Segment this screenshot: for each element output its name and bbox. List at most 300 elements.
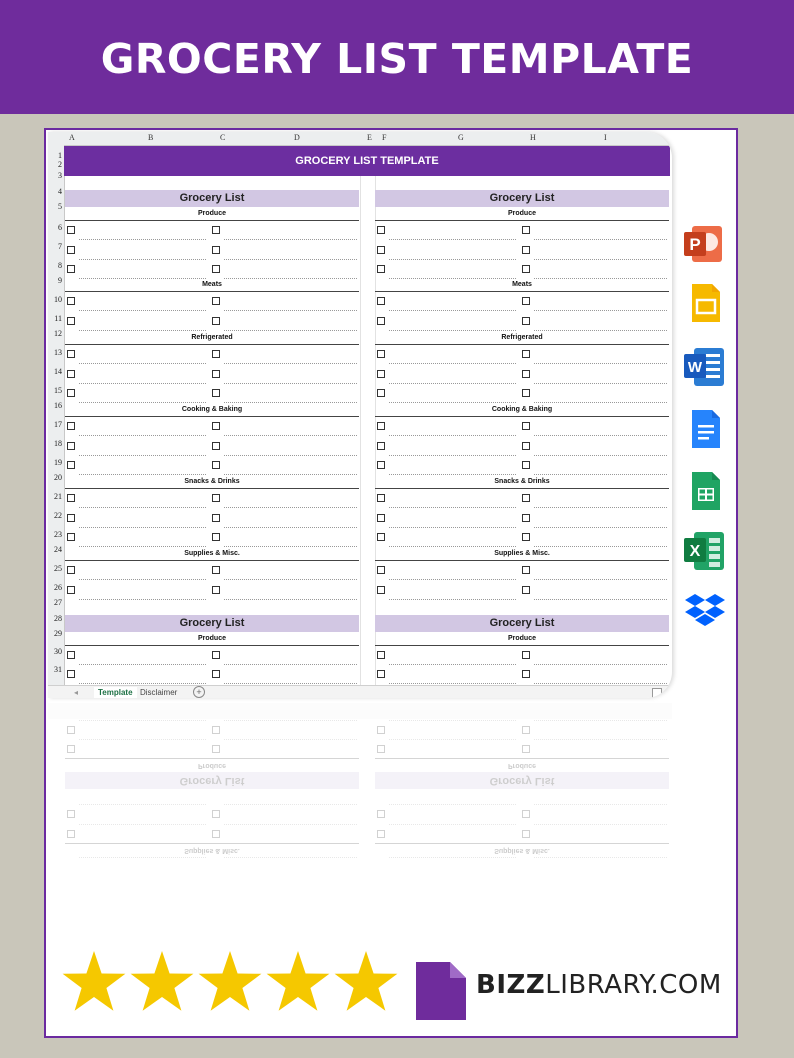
column-header[interactable]: C bbox=[220, 133, 226, 142]
item-line bbox=[534, 455, 667, 456]
sheet-reflection bbox=[48, 702, 672, 862]
item-line bbox=[224, 310, 357, 311]
checkbox[interactable] bbox=[377, 317, 385, 325]
list-item bbox=[375, 261, 669, 279]
category-label: Supplies & Misc. bbox=[375, 843, 669, 856]
row-number[interactable]: 17 bbox=[54, 420, 62, 429]
item-line bbox=[389, 259, 516, 260]
item-line bbox=[79, 546, 206, 547]
row-number[interactable]: 5 bbox=[58, 202, 62, 211]
item-line bbox=[389, 330, 516, 331]
item-line bbox=[389, 824, 516, 825]
row-number[interactable]: 13 bbox=[54, 348, 62, 357]
column-header[interactable]: A bbox=[69, 133, 75, 142]
item-line bbox=[534, 330, 667, 331]
checkbox[interactable] bbox=[67, 533, 75, 541]
checkbox[interactable] bbox=[522, 226, 530, 234]
category-label: Supplies & Misc. bbox=[375, 548, 669, 561]
grocery-list-header: Grocery List bbox=[375, 190, 669, 207]
item-line bbox=[79, 824, 206, 825]
item-line bbox=[534, 383, 667, 384]
item-line bbox=[79, 507, 206, 508]
list-item bbox=[375, 438, 669, 456]
checkbox[interactable] bbox=[212, 370, 220, 378]
checkbox[interactable] bbox=[522, 514, 530, 522]
google-sheets-icon[interactable] bbox=[682, 468, 728, 514]
scroll-left-icon[interactable]: ◂ bbox=[74, 688, 79, 697]
row-number[interactable]: 22 bbox=[54, 511, 62, 520]
top-banner bbox=[0, 0, 794, 114]
page-title: GROCERY LIST TEMPLATE bbox=[100, 35, 694, 83]
item-line bbox=[534, 599, 667, 600]
checkbox[interactable] bbox=[522, 246, 530, 254]
row-number[interactable]: 26 bbox=[54, 583, 62, 592]
checkbox[interactable] bbox=[377, 566, 385, 574]
checkbox[interactable] bbox=[67, 514, 75, 522]
checkbox[interactable] bbox=[377, 265, 385, 273]
google-docs-icon[interactable] bbox=[682, 406, 728, 452]
checkbox[interactable] bbox=[67, 461, 75, 469]
row-number[interactable]: 10 bbox=[54, 295, 62, 304]
list-item bbox=[375, 457, 669, 475]
checkbox[interactable] bbox=[377, 350, 385, 358]
checkbox[interactable] bbox=[67, 442, 75, 450]
item-line bbox=[389, 474, 516, 475]
checkbox[interactable] bbox=[212, 317, 220, 325]
checkbox[interactable] bbox=[522, 350, 530, 358]
item-line bbox=[224, 805, 357, 806]
checkbox[interactable] bbox=[522, 461, 530, 469]
powerpoint-icon[interactable] bbox=[682, 222, 728, 268]
item-line bbox=[389, 579, 516, 580]
list-item bbox=[65, 261, 359, 279]
row-number[interactable]: 11 bbox=[54, 314, 62, 323]
row-number[interactable]: 14 bbox=[54, 367, 62, 376]
list-item bbox=[375, 666, 669, 684]
item-line bbox=[224, 720, 357, 721]
category-label: Meats bbox=[65, 279, 359, 292]
list-item bbox=[65, 805, 359, 823]
row-number[interactable]: 15 bbox=[54, 386, 62, 395]
dropbox-icon[interactable] bbox=[682, 588, 728, 634]
item-line bbox=[224, 259, 357, 260]
list-item bbox=[65, 582, 359, 600]
item-line bbox=[534, 546, 667, 547]
item-line bbox=[79, 330, 206, 331]
category-label: Cooking & Baking bbox=[375, 404, 669, 417]
checkbox[interactable] bbox=[67, 566, 75, 574]
list-item bbox=[375, 720, 669, 738]
checkbox[interactable] bbox=[67, 389, 75, 397]
star-icon bbox=[267, 951, 330, 1011]
item-line bbox=[79, 310, 206, 311]
item-line bbox=[224, 857, 357, 858]
category-label: Refrigerated bbox=[65, 332, 359, 345]
item-line bbox=[389, 402, 516, 403]
checkbox[interactable] bbox=[522, 566, 530, 574]
checkbox[interactable] bbox=[377, 461, 385, 469]
item-line bbox=[389, 683, 516, 684]
checkbox[interactable] bbox=[522, 586, 530, 594]
item-line bbox=[389, 507, 516, 508]
row-number[interactable]: 20 bbox=[54, 473, 62, 482]
row-number[interactable]: 19 bbox=[54, 458, 62, 467]
checkbox[interactable] bbox=[67, 265, 75, 273]
checkbox[interactable] bbox=[212, 389, 220, 397]
item-line bbox=[534, 402, 667, 403]
checkbox[interactable] bbox=[212, 670, 220, 678]
item-line bbox=[389, 383, 516, 384]
row-number[interactable]: 16 bbox=[54, 401, 62, 410]
checkbox[interactable] bbox=[67, 745, 75, 753]
checkbox[interactable] bbox=[67, 726, 75, 734]
gap-column bbox=[360, 176, 376, 698]
item-line bbox=[389, 720, 516, 721]
checkbox[interactable] bbox=[522, 670, 530, 678]
row-number[interactable]: 2 bbox=[58, 160, 62, 169]
item-line bbox=[79, 402, 206, 403]
item-line bbox=[224, 824, 357, 825]
checkbox[interactable] bbox=[522, 422, 530, 430]
item-line bbox=[389, 546, 516, 547]
checkbox[interactable] bbox=[522, 389, 530, 397]
item-line bbox=[534, 310, 667, 311]
item-line bbox=[79, 435, 206, 436]
checkbox[interactable] bbox=[67, 670, 75, 678]
column-header[interactable]: H bbox=[530, 133, 536, 142]
list-item bbox=[375, 418, 669, 436]
checkbox[interactable] bbox=[67, 811, 75, 819]
row-numbers bbox=[48, 145, 65, 685]
row-number[interactable]: 24 bbox=[54, 545, 62, 554]
item-line bbox=[224, 546, 357, 547]
list-item bbox=[65, 720, 359, 738]
item-line bbox=[389, 527, 516, 528]
row-number[interactable]: 29 bbox=[54, 629, 62, 638]
checkbox[interactable] bbox=[212, 494, 220, 502]
checkbox[interactable] bbox=[522, 297, 530, 305]
item-line bbox=[79, 527, 206, 528]
list-item bbox=[375, 385, 669, 403]
checkbox[interactable] bbox=[377, 370, 385, 378]
checkbox[interactable] bbox=[212, 297, 220, 305]
checkbox[interactable] bbox=[212, 461, 220, 469]
logo-text: BIZZLIBRARY.COM bbox=[476, 970, 722, 1000]
list-item bbox=[375, 529, 669, 547]
checkbox[interactable] bbox=[212, 422, 220, 430]
checkbox[interactable] bbox=[212, 246, 220, 254]
star-icon bbox=[63, 951, 126, 1011]
checkbox[interactable] bbox=[522, 317, 530, 325]
checkbox[interactable] bbox=[212, 745, 220, 753]
checkbox[interactable] bbox=[212, 726, 220, 734]
list-item bbox=[375, 824, 669, 842]
row-number[interactable]: 21 bbox=[54, 492, 62, 501]
excel-icon[interactable] bbox=[682, 528, 728, 574]
list-item bbox=[65, 857, 359, 862]
item-line bbox=[224, 239, 357, 240]
list-item bbox=[375, 647, 669, 665]
logo-document-icon bbox=[414, 960, 468, 1022]
list-item bbox=[375, 510, 669, 528]
checkbox[interactable] bbox=[67, 226, 75, 234]
item-line bbox=[224, 579, 357, 580]
star-icon bbox=[335, 951, 398, 1011]
category-label: Meats bbox=[375, 279, 669, 292]
checkbox[interactable] bbox=[377, 389, 385, 397]
item-line bbox=[224, 330, 357, 331]
checkbox[interactable] bbox=[522, 745, 530, 753]
item-line bbox=[534, 805, 667, 806]
category-label: Produce bbox=[375, 633, 669, 646]
checkbox[interactable] bbox=[67, 494, 75, 502]
checkbox[interactable] bbox=[377, 651, 385, 659]
item-line bbox=[224, 507, 357, 508]
item-line bbox=[79, 683, 206, 684]
category-label: Snacks & Drinks bbox=[65, 476, 359, 489]
item-line bbox=[389, 455, 516, 456]
tab-disclaimer[interactable]: Disclaimer bbox=[140, 688, 178, 697]
sheet-tabs-bar bbox=[48, 685, 672, 698]
item-line bbox=[389, 664, 516, 665]
checkbox[interactable] bbox=[377, 586, 385, 594]
item-line bbox=[79, 664, 206, 665]
list-item bbox=[375, 366, 669, 384]
column-header[interactable]: D bbox=[294, 133, 300, 142]
star-icon bbox=[199, 951, 262, 1011]
preview-card bbox=[44, 128, 738, 1038]
category-label: Snacks & Drinks bbox=[375, 476, 669, 489]
row-number[interactable]: 6 bbox=[58, 223, 62, 232]
row-number[interactable]: 31 bbox=[54, 665, 62, 674]
item-line bbox=[224, 383, 357, 384]
category-label: Supplies & Misc. bbox=[65, 843, 359, 856]
reflection-tabs bbox=[48, 703, 672, 719]
item-line bbox=[224, 664, 357, 665]
item-line bbox=[534, 824, 667, 825]
list-item bbox=[65, 666, 359, 684]
list-item bbox=[65, 739, 359, 757]
category-label: Produce bbox=[375, 758, 669, 771]
item-line bbox=[389, 435, 516, 436]
item-line bbox=[79, 239, 206, 240]
list-item bbox=[375, 313, 669, 331]
list-item bbox=[375, 857, 669, 862]
item-line bbox=[389, 739, 516, 740]
row-number[interactable]: 7 bbox=[58, 242, 62, 251]
add-sheet-button[interactable]: + bbox=[193, 686, 205, 698]
checkbox[interactable] bbox=[67, 350, 75, 358]
reflection-content bbox=[48, 702, 672, 862]
checkbox[interactable] bbox=[212, 830, 220, 838]
checkbox[interactable] bbox=[377, 297, 385, 305]
checkbox[interactable] bbox=[67, 651, 75, 659]
item-line bbox=[534, 474, 667, 475]
item-line bbox=[79, 579, 206, 580]
item-line bbox=[79, 805, 206, 806]
item-line bbox=[534, 239, 667, 240]
row-number[interactable]: 18 bbox=[54, 439, 62, 448]
checkbox[interactable] bbox=[67, 830, 75, 838]
category-label: Produce bbox=[65, 208, 359, 221]
google-slides-icon[interactable] bbox=[682, 280, 728, 326]
checkbox[interactable] bbox=[522, 265, 530, 273]
list-item bbox=[65, 457, 359, 475]
checkbox[interactable] bbox=[67, 370, 75, 378]
item-line bbox=[224, 527, 357, 528]
checkbox[interactable] bbox=[67, 317, 75, 325]
checkbox[interactable] bbox=[377, 422, 385, 430]
tab-template[interactable]: Template bbox=[94, 687, 137, 698]
row-number[interactable]: 30 bbox=[54, 647, 62, 656]
checkbox[interactable] bbox=[67, 297, 75, 305]
list-item bbox=[65, 647, 359, 665]
row-number[interactable]: 1 bbox=[58, 151, 62, 160]
column-header[interactable]: I bbox=[604, 133, 607, 142]
grocery-list-header: Grocery List bbox=[375, 772, 669, 789]
rating-stars bbox=[60, 950, 400, 1016]
list-item bbox=[375, 582, 669, 600]
list-item bbox=[65, 346, 359, 364]
star-icon bbox=[131, 951, 194, 1011]
item-line bbox=[224, 474, 357, 475]
checkbox[interactable] bbox=[377, 246, 385, 254]
sheet-title-bar: GROCERY LIST TEMPLATE bbox=[64, 146, 670, 176]
category-label: Refrigerated bbox=[375, 332, 669, 345]
row-number[interactable]: 9 bbox=[58, 276, 62, 285]
item-line bbox=[224, 683, 357, 684]
checkbox[interactable] bbox=[377, 726, 385, 734]
category-label: Supplies & Misc. bbox=[65, 548, 359, 561]
checkbox[interactable] bbox=[212, 586, 220, 594]
checkbox[interactable] bbox=[522, 442, 530, 450]
list-item bbox=[65, 824, 359, 842]
category-label: Cooking & Baking bbox=[65, 404, 359, 417]
list-item bbox=[375, 562, 669, 580]
item-line bbox=[534, 664, 667, 665]
grocery-list-header: Grocery List bbox=[65, 615, 359, 632]
list-item bbox=[65, 529, 359, 547]
checkbox[interactable] bbox=[67, 586, 75, 594]
row-number[interactable]: 3 bbox=[58, 171, 62, 180]
column-header[interactable]: E bbox=[367, 133, 372, 142]
checkbox[interactable] bbox=[212, 651, 220, 659]
item-line bbox=[389, 857, 516, 858]
checkbox[interactable] bbox=[212, 533, 220, 541]
checkbox[interactable] bbox=[212, 265, 220, 273]
row-number[interactable]: 12 bbox=[54, 329, 62, 338]
checkbox[interactable] bbox=[67, 246, 75, 254]
row-number[interactable]: 25 bbox=[54, 564, 62, 573]
svg-text:W: W bbox=[687, 359, 703, 376]
word-icon[interactable] bbox=[682, 344, 728, 390]
list-item bbox=[65, 242, 359, 260]
grocery-list-header: Grocery List bbox=[375, 615, 669, 632]
checkbox[interactable] bbox=[212, 566, 220, 574]
checkbox[interactable] bbox=[522, 370, 530, 378]
row-number[interactable]: 8 bbox=[58, 261, 62, 270]
item-line bbox=[534, 720, 667, 721]
list-item bbox=[65, 222, 359, 240]
checkbox[interactable] bbox=[377, 533, 385, 541]
checkbox[interactable] bbox=[377, 811, 385, 819]
column-headers bbox=[48, 132, 672, 146]
checkbox[interactable] bbox=[212, 514, 220, 522]
item-line bbox=[79, 455, 206, 456]
checkbox[interactable] bbox=[377, 830, 385, 838]
grocery-list-header: Grocery List bbox=[65, 190, 359, 207]
category-label: Produce bbox=[65, 633, 359, 646]
bizzlibrary-logo bbox=[414, 960, 734, 1024]
list-item bbox=[375, 293, 669, 311]
svg-text:P: P bbox=[689, 235, 701, 254]
item-line bbox=[389, 805, 516, 806]
item-line bbox=[534, 739, 667, 740]
checkbox[interactable] bbox=[212, 811, 220, 819]
checkbox[interactable] bbox=[522, 494, 530, 502]
row-number[interactable]: 27 bbox=[54, 598, 62, 607]
checkbox[interactable] bbox=[212, 350, 220, 358]
row-number[interactable]: 28 bbox=[54, 614, 62, 623]
item-line bbox=[79, 857, 206, 858]
checkbox[interactable] bbox=[522, 651, 530, 659]
row-number[interactable]: 23 bbox=[54, 530, 62, 539]
checkbox[interactable] bbox=[377, 514, 385, 522]
checkbox[interactable] bbox=[522, 533, 530, 541]
item-line bbox=[79, 474, 206, 475]
item-line bbox=[389, 363, 516, 364]
row-number[interactable]: 4 bbox=[58, 187, 62, 196]
column-header[interactable]: G bbox=[458, 133, 464, 142]
item-line bbox=[224, 739, 357, 740]
checkbox[interactable] bbox=[522, 830, 530, 838]
column-header[interactable]: F bbox=[382, 133, 387, 142]
item-line bbox=[79, 739, 206, 740]
checkbox[interactable] bbox=[212, 442, 220, 450]
item-line bbox=[79, 363, 206, 364]
list-item bbox=[65, 510, 359, 528]
list-item bbox=[65, 385, 359, 403]
item-line bbox=[79, 383, 206, 384]
list-item bbox=[65, 562, 359, 580]
scrollbar-handle[interactable] bbox=[652, 688, 662, 698]
checkbox[interactable] bbox=[377, 226, 385, 234]
item-line bbox=[534, 507, 667, 508]
svg-text:X: X bbox=[689, 543, 701, 560]
item-line bbox=[79, 259, 206, 260]
checkbox[interactable] bbox=[377, 745, 385, 753]
item-line bbox=[534, 259, 667, 260]
list-item bbox=[375, 242, 669, 260]
checkbox[interactable] bbox=[522, 726, 530, 734]
checkbox[interactable] bbox=[377, 494, 385, 502]
checkbox[interactable] bbox=[377, 670, 385, 678]
item-line bbox=[224, 599, 357, 600]
checkbox[interactable] bbox=[522, 811, 530, 819]
checkbox[interactable] bbox=[67, 422, 75, 430]
item-line bbox=[389, 239, 516, 240]
spreadsheet-preview bbox=[48, 132, 672, 698]
list-item bbox=[65, 293, 359, 311]
column-header[interactable]: B bbox=[148, 133, 154, 142]
item-line bbox=[79, 599, 206, 600]
item-line bbox=[389, 310, 516, 311]
category-label: Produce bbox=[375, 208, 669, 221]
checkbox[interactable] bbox=[212, 226, 220, 234]
list-item bbox=[375, 490, 669, 508]
checkbox[interactable] bbox=[377, 442, 385, 450]
grocery-list-header: Grocery List bbox=[65, 772, 359, 789]
